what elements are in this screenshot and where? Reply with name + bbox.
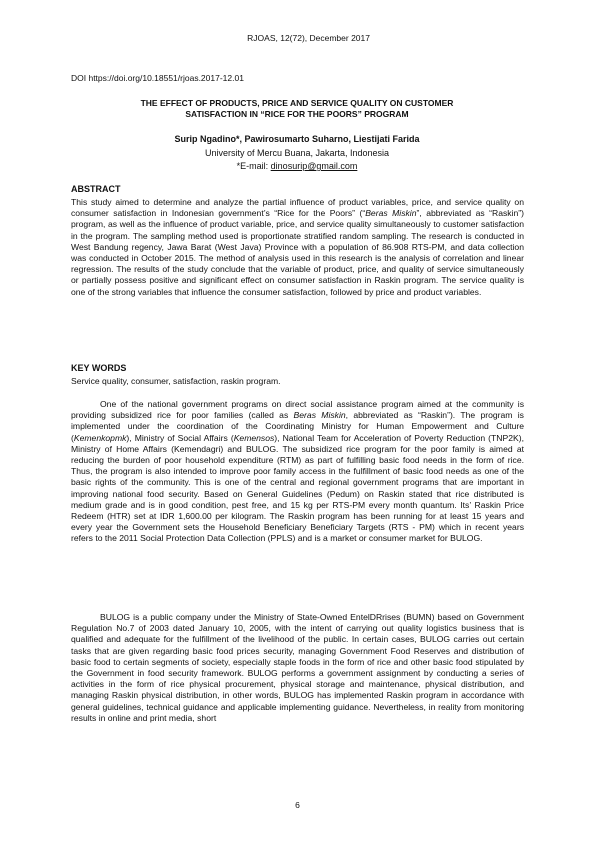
keywords-heading: KEY WORDS <box>71 363 127 373</box>
abstract-text-part-1: This study aimed to determine and analyze the partial influence of product variables, price, and service quality on consumer satisfaction in Indonesian government’s “Rice for the Poors” (“ <box>71 197 524 219</box>
title-line-1: THE EFFECT OF PRODUCTS, PRICE AND SERVICE QUALITY ON CUSTOMER <box>140 98 454 108</box>
email-label: *E-mail: <box>236 161 271 171</box>
body-paragraph-2: BULOG is a public company under the Ministry of State-Owned EntelDRrises (BUMN) based on Government Regulation No.7 of 2003 dated January 10, 2005, with the intent of carrying out quality logistics business that is qualified and adequate for the fulfillment of the livelihood of the public. In certain cases, BULOG carries out certain tasks that are given regarding basic food prices security, managing Government Food Reserves and distribution of basic food to certain segments of society, especially staple foods in the form of rice and other basic food stipulated by the Government in food security framework. BULOG performs a government assignment by conducting a series of activities in the form of rice physical procurement, physical storage and maintenance, physical distribution, and managing Raskin physical distribution, in other words, BULOG has implemented Raskin program in accordance with general guidelines, technical guidance and applicable implementing guidance. Nevertheless, in reality from monitoring results in online and print media, short <box>71 612 524 723</box>
p1-italic-3: Kemensos <box>233 432 275 443</box>
p1-text-3: ), Ministry of Social Affairs ( <box>126 432 234 443</box>
doi-line: DOI https://doi.org/10.18551/rjoas.2017-12.01 <box>71 73 244 83</box>
email-line <box>71 161 523 171</box>
author-list: Surip Ngadino*, Pawirosumarto Suharno, Liestijati Farida <box>174 134 420 144</box>
p1-italic-2: Kemenkopmk <box>73 432 127 443</box>
abstract-text <box>71 197 524 298</box>
title-line-2: SATISFACTION IN “RICE FOR THE POORS” PROGRAM <box>185 109 409 119</box>
abstract-italic-term: Beras Miskin <box>365 208 417 219</box>
journal-citation: RJOAS, 12(72), December 2017 <box>247 33 370 43</box>
body-paragraph-1 <box>71 399 524 545</box>
paper-title <box>71 98 523 120</box>
keywords-text: Service quality, consumer, satisfaction, raskin program. <box>71 376 281 386</box>
email-link[interactable]: dinosurip@gmail.com <box>270 161 358 171</box>
p1-text-2: , abbreviated as “Raskin”). The program is implemented under the coordination of the Coordinating Ministry for Human Empowerment and Culture ( <box>71 410 524 443</box>
abstract-heading: ABSTRACT <box>71 184 121 194</box>
page-number: 6 <box>295 800 300 810</box>
affiliation: University of Mercu Buana, Jakarta, Indonesia <box>204 148 390 158</box>
p1-text-1: One of the national government programs on direct social assistance program aimed at the community is providing subsidized rice for poor families (called as <box>71 399 524 421</box>
abstract-text-part-2: ”, abbreviated as “Raskin”) program, as well as the influence of product variable, price, and service quality simultaneously to customer satisfaction in the program. The sampling method used is proportionate stratified random sampling. The research is conducted in West Bandung regency, Jawa Barat (West Java) Province with a population of 86.908 RTS-PM, and data collection was conducted in October 2015. The method of analysis used in this research is the analysis of correlation and linear regression. The results of the study conclude that the variable of product, price, and quality of service simultaneously or partially possess positive and significant effect on consumer satisfaction in Raskin program. The service quality is one of the strong variables that influence the consumer satisfaction, followed by price and product variables. <box>71 208 524 297</box>
p1-italic-1: Beras Miskin <box>293 410 346 421</box>
p1-text-4: ), National Team for Acceleration of Poverty Reduction (TNP2K), Ministry of Home Affairs (Kemendagri) and BULOG. The subsidized rice program for the poor family is aimed at reducing the burden of poor household expenditure (RTM) as part of fulfilling basic food needs in the form of rice. Thus, the program is also intended to improve poor family access in the fulfillment of basic food needs as one of the basic rights of the community. This is one of the central and regional government programs that are important in improving national food security. Based on General Guidelines (Pedum) on Raskin stated that rice distributed is medium grade and is in good condition, pest free, and 15 kg per RTS-PM every month quantum. Its’ Raskin Price Redeem (HTR) set at IDR 1,600.00 per kilogram. The Raskin program has been running for at least 15 years and every year the Government sets the Household Beneficiary Beneficiary Targets (RTS - PM) which in recent years refers to the 2011 Social Protection Data Collection (PPLS) and is a market or consumer market for BULOG. <box>71 432 524 544</box>
